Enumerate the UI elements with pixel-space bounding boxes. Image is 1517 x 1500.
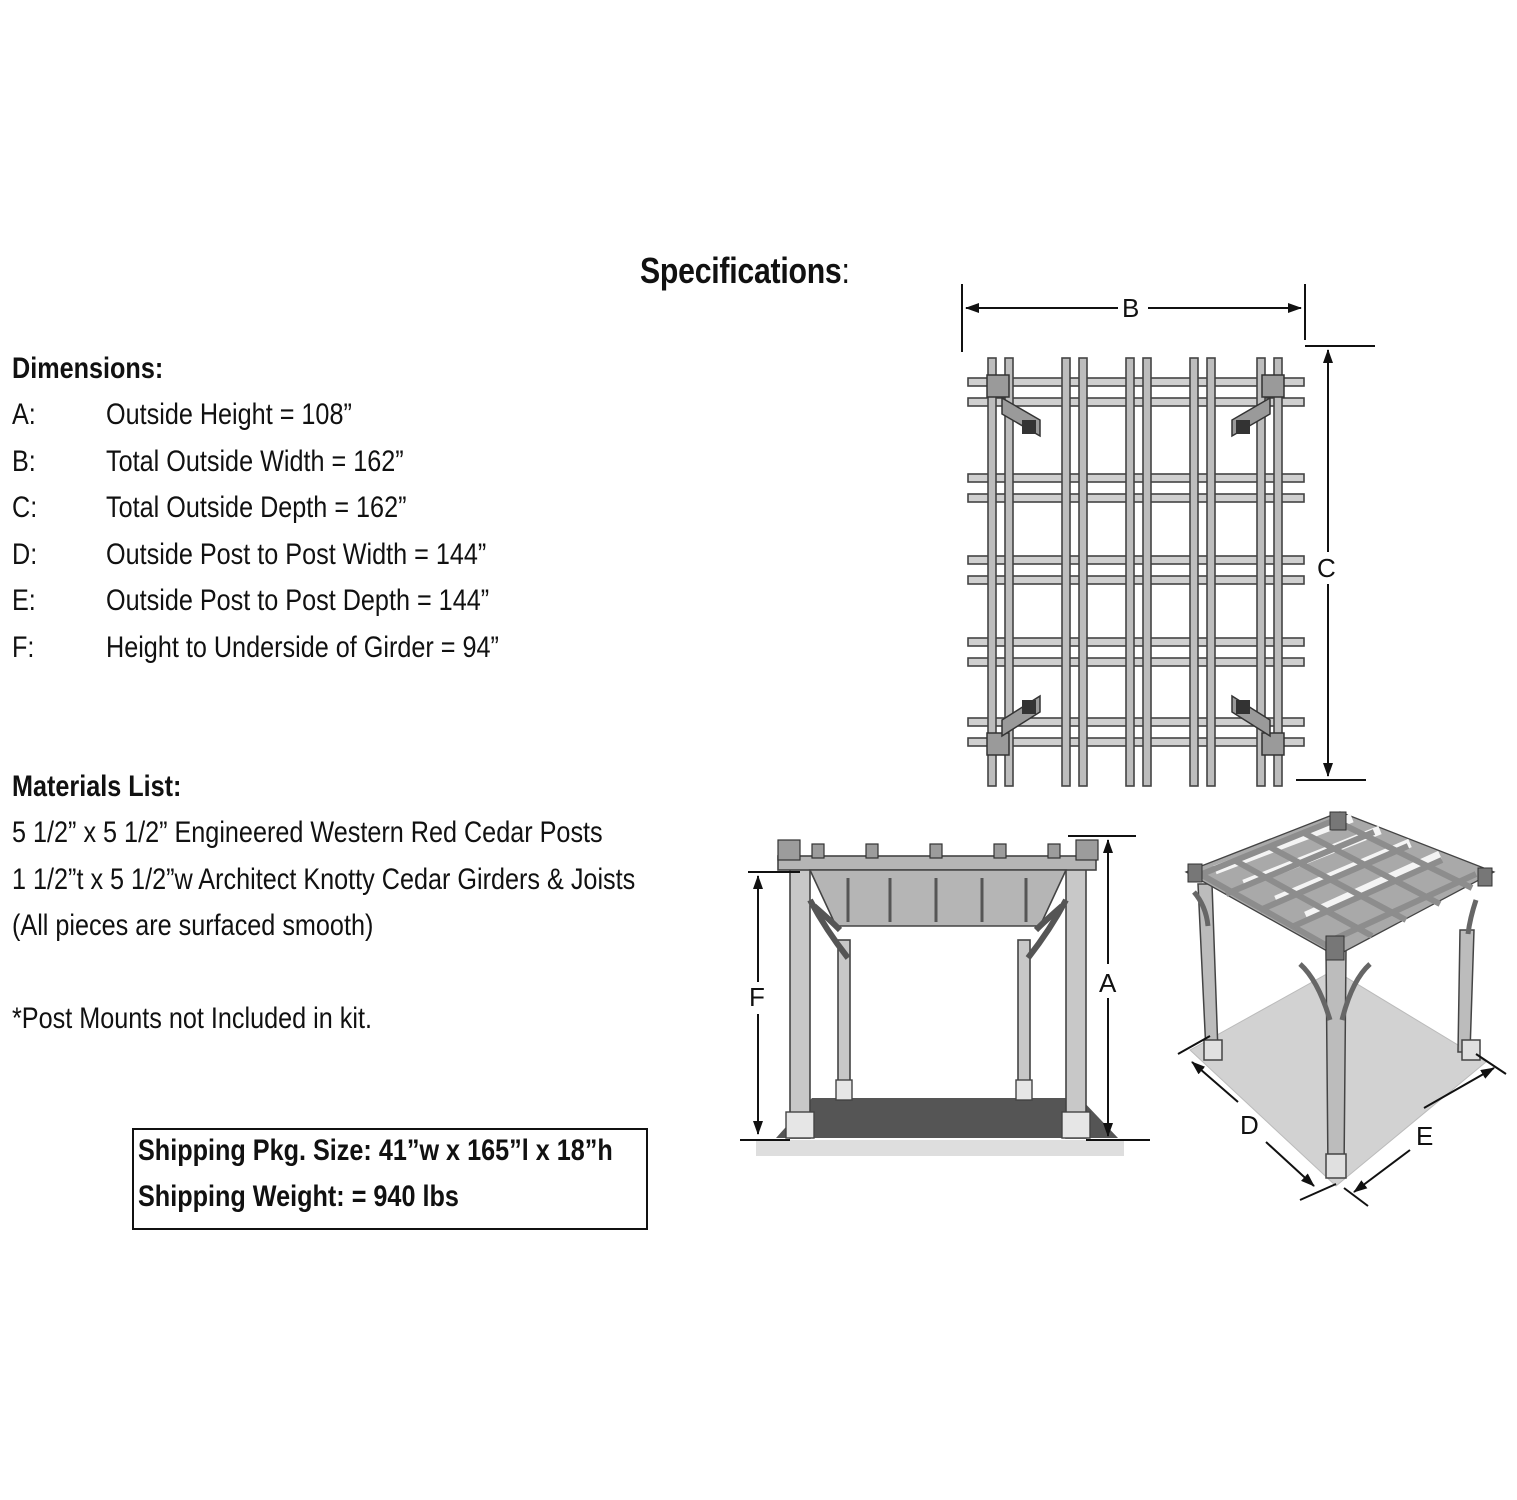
top-view-diagram (962, 284, 1375, 786)
dimension-key: E: (12, 584, 36, 617)
post-mounts-note: *Post Mounts not Included in kit. (12, 1001, 373, 1035)
material-line: 5 1/2” x 5 1/2” Engineered Western Red Cedar Posts (12, 816, 603, 849)
dimension-key: D: (12, 537, 38, 571)
label-c: C (1317, 553, 1336, 583)
label-f: F (749, 982, 765, 1012)
title-colon: : (841, 250, 850, 291)
dimension-value: Outside Post to Post Depth = 144” (106, 584, 490, 617)
isometric-view-diagram (1178, 812, 1506, 1206)
label-b: B (1122, 293, 1140, 323)
label-e: E (1416, 1121, 1434, 1151)
dimension-key: B: (12, 444, 36, 478)
front-view-diagram (740, 836, 1150, 1156)
dimension-key: A: (12, 398, 36, 431)
label-a: A (1099, 968, 1117, 998)
dimension-value: Total Outside Width = 162” (106, 444, 404, 478)
dimension-value: Outside Height = 108” (106, 398, 352, 431)
dimension-value: Height to Underside of Girder = 94” (106, 630, 499, 664)
shipping-size: Shipping Pkg. Size: 41”w x 165”l x 18”h (138, 1134, 613, 1167)
title-text: Specifications (640, 250, 842, 291)
dimension-key: C: (12, 491, 38, 524)
dimension-value: Total Outside Depth = 162” (106, 491, 407, 524)
shipping-weight: Shipping Weight: = 940 lbs (138, 1180, 459, 1213)
material-line: 1 1/2”t x 5 1/2”w Architect Knotty Cedar Girders & Joists (12, 862, 636, 896)
material-line: (All pieces are surfaced smooth) (12, 909, 374, 942)
dimension-key: F: (12, 630, 35, 664)
materials-heading: Materials List: (12, 770, 182, 803)
dimensions-heading: Dimensions: (12, 352, 164, 385)
dimension-value: Outside Post to Post Width = 144” (106, 537, 487, 571)
label-d: D (1240, 1110, 1259, 1140)
